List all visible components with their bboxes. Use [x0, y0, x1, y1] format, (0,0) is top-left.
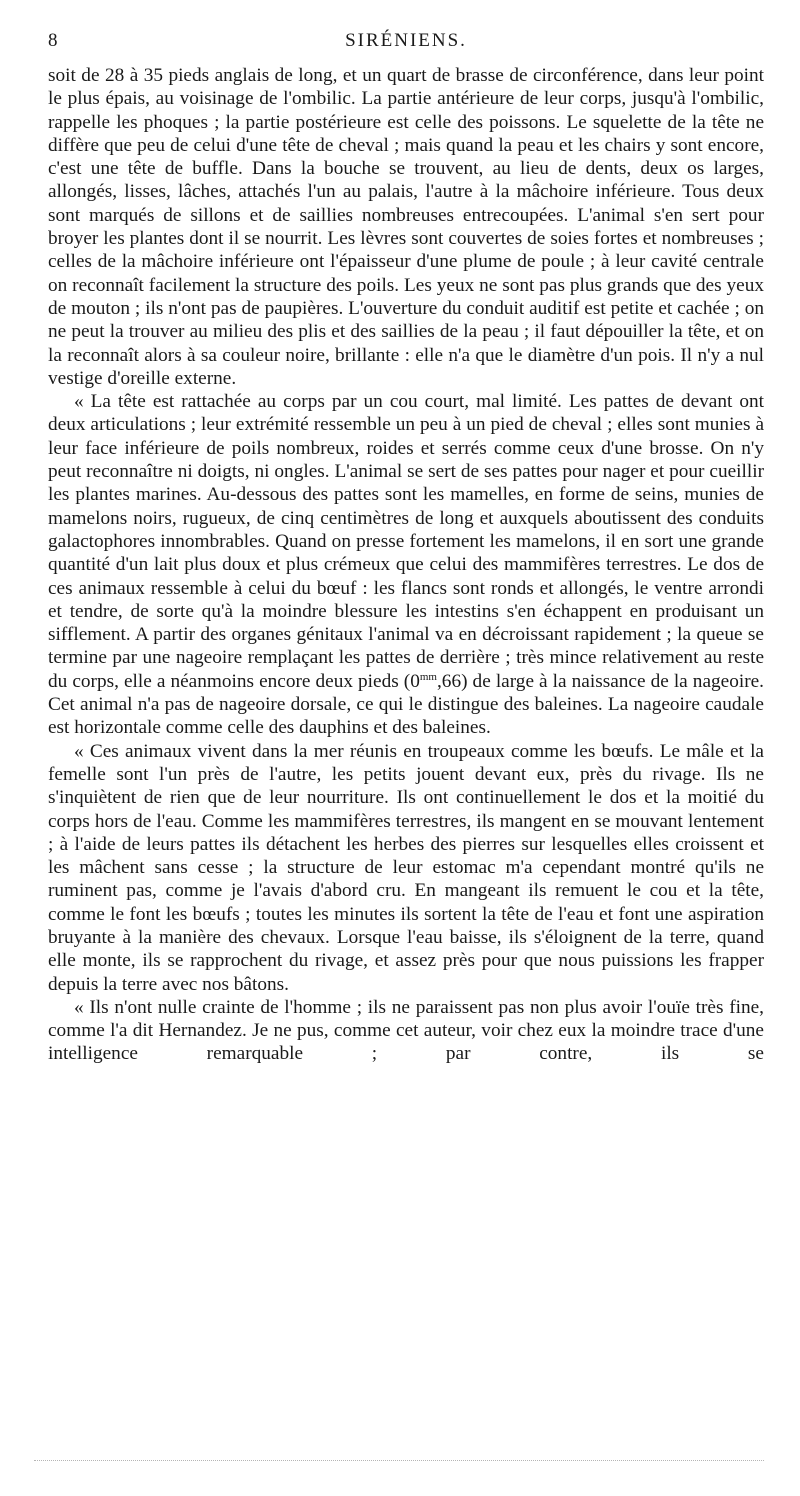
paragraph-2-continuation: ,66) de large à la naissance de la nageoire. Cet animal n'a pas de nageoire dorsale, ce qui le distingue des baleines. La nageoire caudale est horizontale comme celle des dauphins et des baleines.: [48, 670, 764, 739]
paragraph-2-text: « La tête est rattachée au corps par un cou court, mal limité. Les pattes de devant ont deux articulations ; leur extrémité ressemble un peu à un pied de cheval ; elles sont munies à leur face inférieure de poils nombreux, roides et serrés comme ceux d'une brosse. On n'y peut reconnaître ni doigts, ni ongles. L'animal se sert de ses pattes pour nager et pour cueillir les plantes marines. Au-dessous des pattes sont les mamelles, en forme de seins, munies de mamelons noirs, rugueux, de cinq centimètres de long et auxquels aboutissent des conduits galactophores innombrables. Quand on presse fortement les mamelons, il en sort une grande quantité d'un lait plus doux et plus crémeux que celui des mammifères terrestres. Le dos de ces animaux ressemble à celui du bœuf : les flancs sont ronds et allongés, le ventre arrondi et tendre, de sorte qu'à la moindre blessure les intestins s'en échappent en produisant un sifflement. A partir des organes génitaux l'animal va en décroissant rapidement ; la queue se termine par une nageoire remplaçant les pattes de derrière ; très mince relativement au reste du corps, elle a néanmoins encore deux pieds (0: [48, 391, 764, 692]
running-title: SIRÉNIENS.: [345, 30, 467, 51]
paragraph-4: « Ils n'ont nulle crainte de l'homme ; ils ne paraissent pas non plus avoir l'ouïe très fine, comme l'a dit Hernandez. Je ne pus, comme cet auteur, voir chez eux la moindre trace d'une intelligence remarquable ; par contre, ils se: [48, 996, 764, 1065]
page-header: [48, 30, 764, 60]
page-number: 8: [48, 30, 59, 51]
paragraph-3: « Ces animaux vivent dans la mer réunis en troupeaux comme les bœufs. Le mâle et la femelle sont l'un près de l'autre, les petits jouent devant eux, près du rivage. Ils ne s'inquiètent de rien que de leur nourriture. Ils ont continuellement le dos et la moitié du corps hors de l'eau. Comme les mammifères terrestres, ils mangent en se mouvant lentement ; à l'aide de leurs pattes ils détachent les herbes des pierres sur lesquelles elles croissent et les mâchent sans cesse ; la structure de leur estomac m'a cependant montré qu'ils ne ruminent pas, comme je l'avais d'abord cru. En mangeant ils remuent le cou et la tête, comme le font les bœufs ; toutes les minutes ils sortent la tête de l'eau et font une aspiration bruyante à la manière des chevaux. Lorsque l'eau baisse, ils s'éloignent de la terre, quand elle monte, ils se rapprochent du rivage, et assez près pour que nous puissions les frapper depuis la terre avec nos bâtons.: [48, 740, 764, 995]
unit-superscript: mm: [419, 670, 437, 683]
footer-rule: [34, 1460, 764, 1461]
book-page: [48, 30, 764, 1066]
paragraph-2: [48, 390, 764, 739]
paragraph-1: soit de 28 à 35 pieds anglais de long, et un quart de brasse de circonférence, dans leur point le plus épais, au voisinage de l'ombilic. La partie antérieure de leur corps, jusqu'à l'ombilic, rappelle les phoques ; la partie postérieure est celle des poissons. Le squelette de la tête ne diffère que peu de celui d'une tête de cheval ; mais quand la peau et les chairs y sont encore, c'est une tête de buffle. Dans la bouche se trouvent, au lieu de dents, deux os larges, allongés, lisses, lâches, attachés l'un au palais, l'autre à la mâchoire inférieure. Tous deux sont marqués de sillons et de saillies nombreuses entrecoupées. L'animal s'en sert pour broyer les plantes dont il se nourrit. Les lèvres sont couvertes de soies fortes et nombreuses ; celles de la mâchoire inférieure ont l'épaisseur d'une plume de poule ; à leur cavité centrale on reconnaît facilement la structure des poils. Les yeux ne sont pas plus grands que des yeux de mouton ; ils n'ont pas de paupières. L'ouverture du conduit auditif est petite et cachée ; on ne peut la trouver au milieu des plis et des saillies de la peau ; il faut dépouiller la tête, et on la reconnaît alors à sa couleur noire, brillante : elle n'a que le diamètre d'un pois. Il n'y a nul vestige d'oreille externe.: [48, 65, 764, 389]
body-text: [48, 64, 764, 1066]
